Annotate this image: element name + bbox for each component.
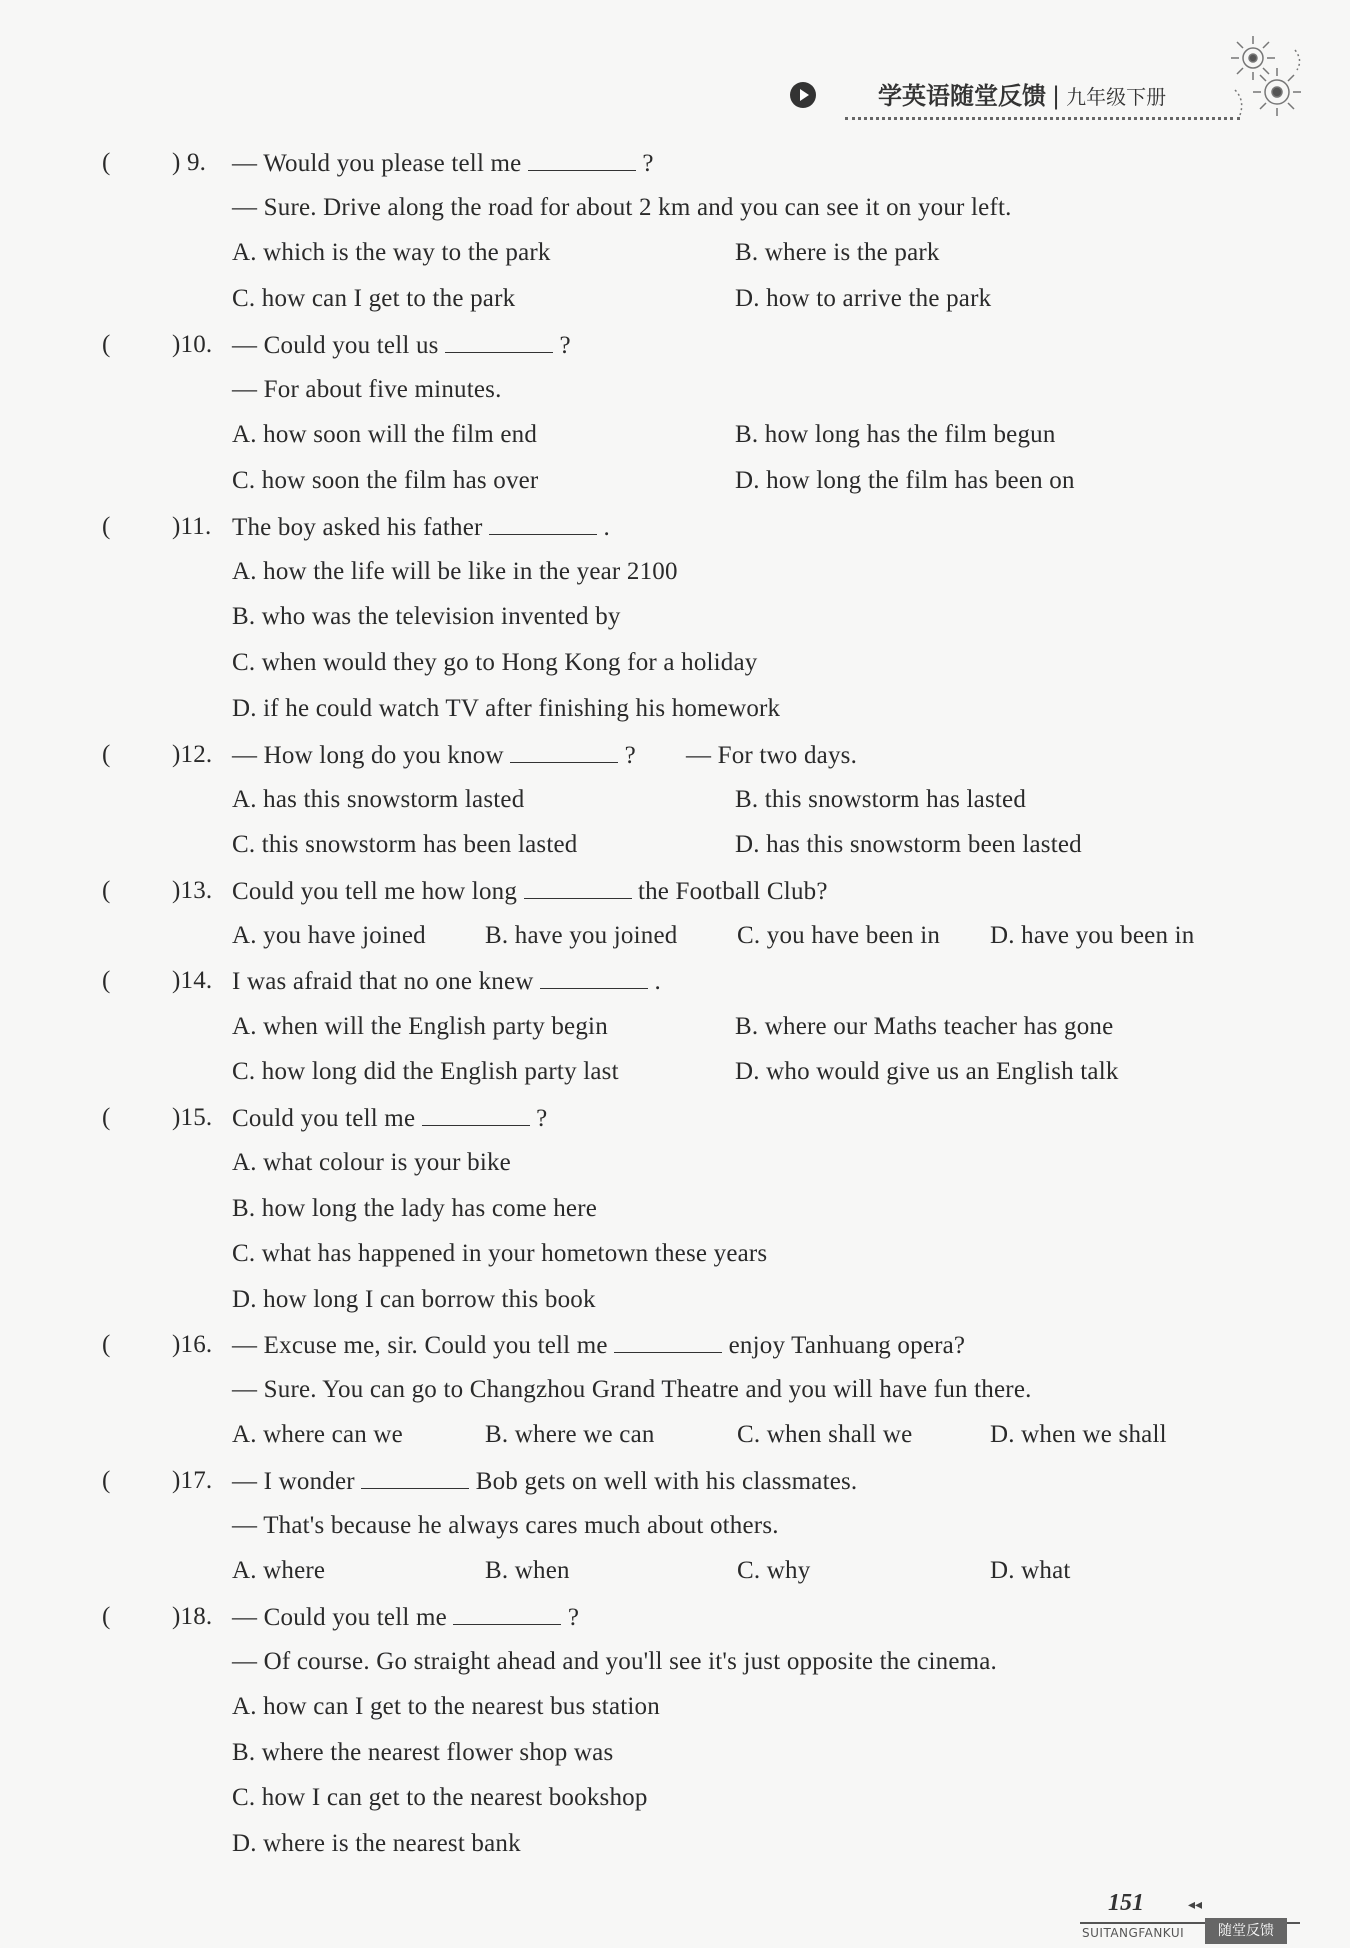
dialogue-reply: — That's because he always cares much about others. <box>232 1512 779 1539</box>
stem-text-end: ? <box>642 150 654 177</box>
answer-paren: ( <box>102 149 111 176</box>
answer-blank <box>489 512 597 535</box>
answer-blank <box>510 740 618 763</box>
question-number: )11. <box>172 513 212 540</box>
page-header <box>790 70 1220 120</box>
option-b: B. who was the television invented by <box>232 603 621 630</box>
option-d: D. how to arrive the park <box>735 285 992 312</box>
option-c: C. how I can get to the nearest bookshop <box>232 1784 648 1811</box>
stem-reply-inline: — For two days. <box>685 742 858 769</box>
stem-text: I was afraid that no one knew <box>232 968 534 995</box>
option-b: B. where the nearest flower shop was <box>232 1739 614 1766</box>
option-b: B. have you joined <box>485 922 678 949</box>
stem-text-end: enjoy Tanhuang opera? <box>728 1332 966 1359</box>
option-a: A. where can we <box>232 1421 403 1448</box>
answer-blank <box>361 1466 469 1489</box>
option-d: D. how long the film has been on <box>735 467 1075 494</box>
book-subtitle: 九年级下册 <box>1066 85 1167 109</box>
header-title <box>878 76 1166 111</box>
dialogue-reply: — For about five minutes. <box>232 376 502 403</box>
stem-text: Could you tell me how long <box>232 878 518 905</box>
dialogue-reply: — Of course. Go straight ahead and you'll see it's just opposite the cinema. <box>232 1648 998 1675</box>
option-a: A. how can I get to the nearest bus station <box>232 1693 660 1720</box>
option-d: D. when we shall <box>990 1421 1167 1448</box>
answer-paren: ( <box>102 331 111 358</box>
question-stem <box>232 966 661 997</box>
option-b: B. where we can <box>485 1421 655 1448</box>
option-b: B. this snowstorm has lasted <box>735 786 1027 813</box>
stem-text-end: . <box>654 968 661 995</box>
header-separator: | <box>1052 82 1061 110</box>
option-c: C. how can I get to the park <box>232 285 516 312</box>
option-c: C. how soon the film has over <box>232 467 539 494</box>
question-stem <box>232 740 857 771</box>
book-title: 学英语随堂反馈 <box>878 82 1046 110</box>
stem-text-end: Bob gets on well with his classmates. <box>475 1468 858 1495</box>
question-number: )16. <box>172 1331 213 1358</box>
question-stem <box>232 1602 579 1633</box>
option-a: A. how the life will be like in the year 2100 <box>232 558 678 585</box>
question-number: )13. <box>172 877 213 904</box>
stem-text-end: ? <box>559 332 571 359</box>
option-c: C. when would they go to Hong Kong for a holiday <box>232 649 758 676</box>
answer-paren: ( <box>102 1331 111 1358</box>
option-d: D. what <box>990 1557 1071 1584</box>
question-stem <box>232 512 610 543</box>
question-number: )17. <box>172 1467 213 1494</box>
page-number: 151 <box>1108 1890 1144 1916</box>
question-stem <box>232 148 654 179</box>
option-d: D. has this snowstorm been lasted <box>735 831 1082 858</box>
option-a: A. how soon will the film end <box>232 421 538 448</box>
flower-decoration-icon <box>1215 30 1315 130</box>
stem-text: — Could you tell me <box>232 1604 447 1631</box>
option-a: A. you have joined <box>232 922 426 949</box>
stem-text-end: the Football Club? <box>637 878 828 905</box>
answer-blank <box>528 148 636 171</box>
option-b: B. how long the lady has come here <box>232 1195 598 1222</box>
answer-blank <box>453 1602 561 1625</box>
option-c: C. this snowstorm has been lasted <box>232 831 578 858</box>
play-icon <box>790 82 816 108</box>
option-b: B. where our Maths teacher has gone <box>735 1013 1114 1040</box>
question-number: )10. <box>172 331 213 358</box>
answer-paren: ( <box>102 741 111 768</box>
footer-badge: 随堂反馈 <box>1205 1918 1287 1944</box>
option-b: B. where is the park <box>735 239 940 266</box>
option-a: A. which is the way to the park <box>232 239 551 266</box>
option-d: D. how long I can borrow this book <box>232 1286 596 1313</box>
answer-blank <box>524 876 632 899</box>
option-c: C. how long did the English party last <box>232 1058 619 1085</box>
option-a: A. has this snowstorm lasted <box>232 786 525 813</box>
question-number: ) 9. <box>172 149 207 176</box>
question-stem <box>232 876 828 907</box>
answer-blank <box>445 330 553 353</box>
option-d: D. where is the nearest bank <box>232 1830 521 1857</box>
stem-text: The boy asked his father <box>232 514 483 541</box>
dialogue-reply: — Sure. You can go to Changzhou Grand Theatre and you will have fun there. <box>232 1376 1032 1403</box>
dialogue-reply: — Sure. Drive along the road for about 2 km and you can see it on your left. <box>232 194 1012 221</box>
stem-text: — Would you please tell me <box>232 150 522 177</box>
option-d: D. who would give us an English talk <box>735 1058 1119 1085</box>
stem-text-end: . <box>603 514 610 541</box>
option-c: C. when shall we <box>737 1421 913 1448</box>
question-stem <box>232 1466 857 1497</box>
answer-paren: ( <box>102 1603 111 1630</box>
question-stem <box>232 1103 547 1134</box>
answer-blank <box>614 1330 722 1353</box>
answer-paren: ( <box>102 967 111 994</box>
option-d: D. if he could watch TV after finishing his homework <box>232 695 781 722</box>
stem-text: — Excuse me, sir. Could you tell me <box>232 1332 608 1359</box>
stem-text: — How long do you know <box>232 742 504 769</box>
question-number: )18. <box>172 1603 213 1630</box>
stem-text: — Could you tell us <box>232 332 439 359</box>
page-arrow-icon: ◂◂ <box>1188 1898 1203 1913</box>
stem-text: — I wonder <box>232 1468 355 1495</box>
stem-text: Could you tell me <box>232 1105 416 1132</box>
answer-paren: ( <box>102 513 111 540</box>
option-a: A. what colour is your bike <box>232 1149 511 1176</box>
option-c: C. why <box>737 1557 811 1584</box>
answer-paren: ( <box>102 1104 111 1131</box>
answer-paren: ( <box>102 877 111 904</box>
option-c: C. you have been in <box>737 922 941 949</box>
footer-romanized-title: SUITANGFANKUI <box>1082 1926 1185 1940</box>
stem-text-end: ? <box>624 742 636 769</box>
stem-text-end: ? <box>536 1105 548 1132</box>
question-number: )12. <box>172 741 213 768</box>
option-d: D. have you been in <box>990 922 1195 949</box>
option-a: A. when will the English party begin <box>232 1013 608 1040</box>
question-number: )14. <box>172 967 213 994</box>
answer-blank <box>422 1103 530 1126</box>
question-number: )15. <box>172 1104 213 1131</box>
question-stem <box>232 1330 965 1361</box>
stem-text-end: ? <box>567 1604 580 1631</box>
option-b: B. when <box>485 1557 570 1584</box>
header-dotted-rule <box>845 117 1240 120</box>
option-b: B. how long has the film begun <box>735 421 1056 448</box>
question-stem <box>232 330 571 361</box>
option-c: C. what has happened in your hometown these years <box>232 1240 768 1267</box>
option-a: A. where <box>232 1557 326 1584</box>
answer-paren: ( <box>102 1467 111 1494</box>
answer-blank <box>540 966 648 989</box>
